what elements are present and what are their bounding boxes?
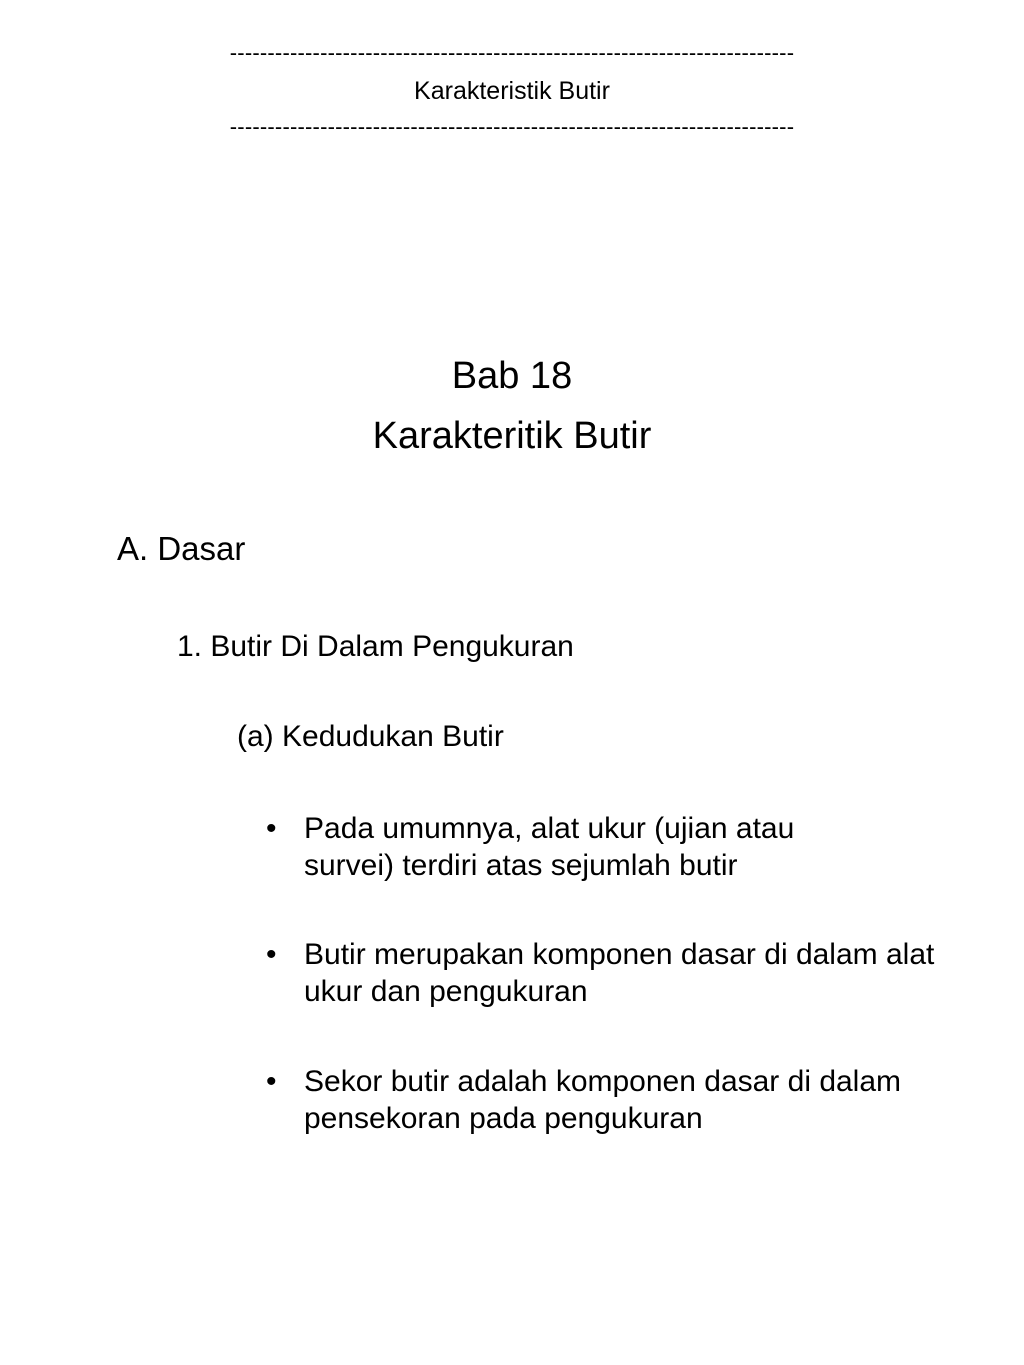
bullet-text: Pada umumnya, alat ukur (ujian atau survei) terdiri atas sejumlah butir: [304, 812, 795, 882]
bullet-item: [266, 936, 986, 1010]
subsection-heading: 1. Butir Di Dalam Pengukuran: [177, 630, 574, 663]
chapter-number: Bab 18: [451, 355, 573, 397]
bullet-item: [266, 1063, 906, 1137]
bullet-mark: •: [266, 812, 277, 845]
bullet-item: [266, 810, 886, 884]
bullet-text: Butir merupakan komponen dasar di dalam alat ukur dan pengukuran: [304, 938, 935, 1008]
chapter-title: Karakteritik Butir: [372, 415, 652, 457]
bullet-mark: •: [266, 1065, 277, 1098]
bullet-mark: •: [266, 938, 277, 971]
header-dash-line-top: ---------------------------------------------------------------------------: [229, 40, 795, 65]
bullet-text: Sekor butir adalah komponen dasar di dalam pensekoran pada pengukuran: [304, 1065, 902, 1135]
running-header-title: Karakteristik Butir: [414, 77, 610, 105]
section-heading: A. Dasar: [117, 530, 246, 567]
subsubsection-heading: (a) Kedudukan Butir: [237, 720, 504, 753]
header-dash-line-bottom: ---------------------------------------------------------------------------: [229, 114, 795, 139]
